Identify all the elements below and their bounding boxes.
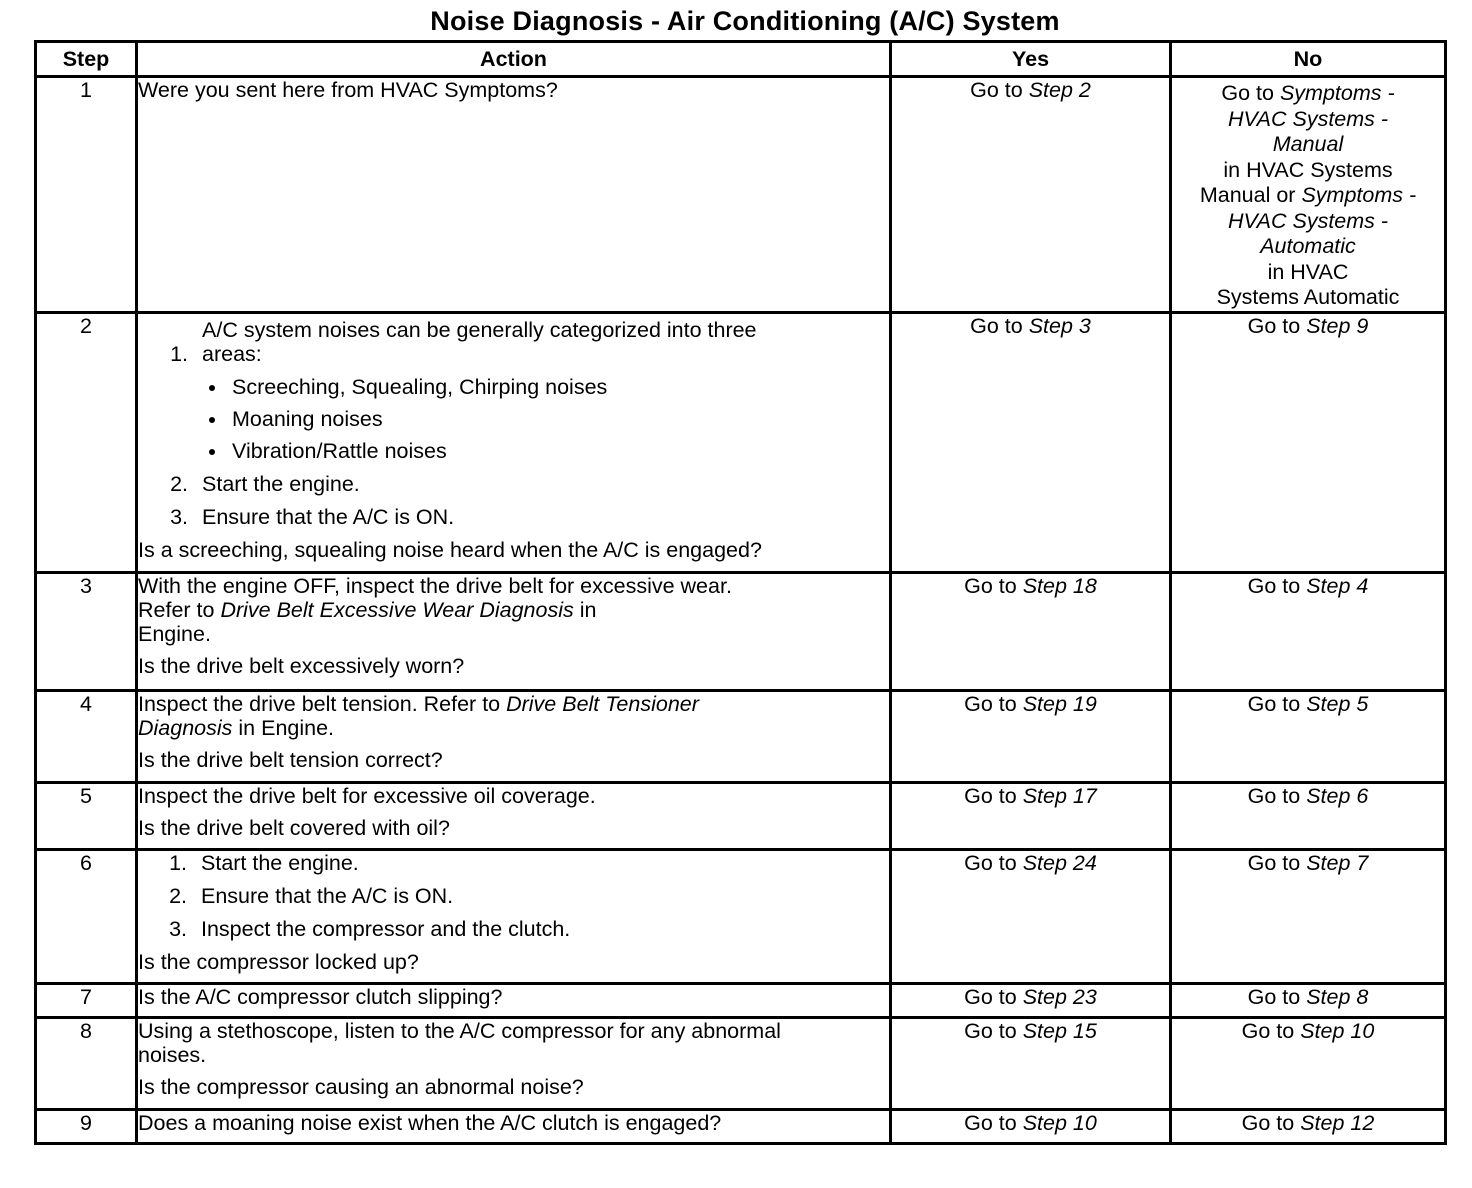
yes-step-link[interactable]: Step 10 (1022, 1110, 1097, 1135)
yes-prefix: Go to (964, 573, 1023, 598)
action-question: Does a moaning noise exist when the A/C clutch is engaged? (138, 1110, 722, 1135)
step-number: 6 (36, 849, 137, 983)
action-question: Is the drive belt excessively worn? (138, 653, 465, 678)
action-question: Is the compressor causing an abnormal noise? (138, 1074, 584, 1099)
no-reference-text: Systems Automatic (1216, 285, 1400, 309)
yes-prefix: Go to (964, 1018, 1023, 1043)
header-step: Step (36, 42, 137, 77)
no-cell (1171, 572, 1446, 690)
bullet-list (202, 375, 889, 463)
yes-cell (891, 690, 1171, 782)
step-number: 3 (36, 572, 137, 690)
yes-step-link[interactable]: Step 18 (1022, 573, 1097, 598)
page-title: Noise Diagnosis - Air Conditioning (A/C) System (430, 6, 1060, 36)
action-question: Is a screeching, squealing noise heard when the A/C is engaged? (138, 537, 762, 562)
no-prefix: Go to (1247, 984, 1307, 1009)
yes-prefix: Go to (964, 1110, 1023, 1135)
yes-cell (891, 312, 1171, 572)
no-reference-line (1172, 81, 1444, 107)
action-text: Using a stethoscope, listen to the A/C compressor for any abnormal noises. (138, 1018, 781, 1067)
no-reference-link[interactable]: Automatic (1260, 234, 1356, 258)
yes-step-link[interactable]: Step 15 (1022, 1018, 1097, 1043)
no-reference-line (1172, 285, 1444, 311)
action-step-item: 2. Ensure that the A/C is ON. (193, 884, 889, 908)
action-cell (137, 849, 891, 983)
no-cell (1171, 849, 1446, 983)
yes-step-link[interactable]: Step 17 (1022, 783, 1097, 808)
action-cell (137, 1017, 891, 1109)
table-row-step-3 (36, 572, 1446, 690)
no-step-link[interactable]: Step 10 (1300, 1018, 1375, 1043)
yes-cell (891, 1017, 1171, 1109)
no-prefix: Go to (1241, 1110, 1301, 1135)
action-step-item: 2. Start the engine. (194, 472, 889, 496)
no-reference-line (1172, 183, 1444, 209)
yes-prefix: Go to (964, 783, 1023, 808)
no-reference-link[interactable]: HVAC Systems - (1227, 106, 1389, 131)
action-question: Is the A/C compressor clutch slipping? (138, 984, 503, 1009)
action-cell (137, 572, 891, 690)
step-number: 1 (36, 77, 137, 313)
no-step-link[interactable]: Step 5 (1306, 691, 1369, 716)
yes-cell (891, 77, 1171, 313)
no-prefix: Go to (1241, 1018, 1301, 1043)
yes-step-link[interactable]: Step 2 (1028, 78, 1091, 102)
action-step-item: 1. Start the engine. (193, 851, 889, 875)
no-reference-line (1172, 260, 1444, 286)
no-reference-text: in HVAC (1267, 259, 1349, 284)
yes-prefix: Go to (964, 850, 1023, 875)
yes-prefix: Go to (970, 313, 1029, 338)
action-text-part: in (573, 597, 597, 622)
yes-step-link[interactable]: Step 24 (1022, 850, 1097, 875)
step-number: 7 (36, 983, 137, 1017)
action-cell (137, 690, 891, 782)
action-steps-list (138, 851, 889, 941)
action-cell (137, 983, 891, 1017)
diagnosis-table (34, 40, 1447, 1145)
action-text-part: in Engine. (232, 715, 335, 740)
yes-step-link[interactable]: Step 3 (1028, 313, 1091, 338)
no-reference-link[interactable]: Symptoms - (1301, 183, 1417, 207)
no-cell (1171, 1109, 1446, 1143)
action-question: Is the drive belt covered with oil? (138, 815, 450, 840)
header-no: No (1171, 42, 1446, 77)
no-prefix: Go to (1247, 313, 1307, 338)
action-question: Were you sent here from HVAC Symptoms? (138, 78, 558, 102)
action-text: With the engine OFF, inspect the drive belt for excessive wear. (138, 573, 732, 598)
table-row-step-7 (36, 983, 1446, 1017)
action-text: Engine. (138, 621, 211, 646)
no-reference-link[interactable]: Manual (1272, 132, 1344, 156)
yes-prefix: Go to (964, 984, 1023, 1009)
action-cell (137, 782, 891, 849)
yes-cell (891, 782, 1171, 849)
step-number: 9 (36, 1109, 137, 1143)
yes-cell (891, 983, 1171, 1017)
table-row-step-8 (36, 1017, 1446, 1109)
action-question: Is the compressor locked up? (138, 949, 419, 974)
no-cell (1171, 312, 1446, 572)
action-text-part: Inspect the drive belt tension. Refer to (138, 691, 507, 716)
step-number: 8 (36, 1017, 137, 1109)
action-text-part: Refer to (138, 597, 221, 622)
no-reference-line (1172, 132, 1444, 158)
table-row-step-2 (36, 312, 1446, 572)
no-step-link[interactable]: Step 4 (1306, 573, 1369, 598)
table-row-step-6 (36, 849, 1446, 983)
procedure-reference-link[interactable]: Drive Belt Excessive Wear Diagnosis (220, 597, 574, 622)
procedure-reference-link[interactable]: Drive Belt Tensioner (506, 691, 699, 716)
no-reference-link[interactable]: Symptoms - (1279, 81, 1395, 105)
action-question: Is the drive belt tension correct? (138, 747, 443, 772)
action-step-item: 3. Ensure that the A/C is ON. (194, 505, 889, 529)
header-action: Action (137, 42, 891, 77)
yes-cell (891, 1109, 1171, 1143)
no-reference-line (1172, 234, 1444, 260)
yes-step-link[interactable]: Step 23 (1022, 984, 1097, 1009)
no-step-link[interactable]: Step 8 (1306, 984, 1369, 1009)
no-reference-line (1172, 107, 1444, 133)
action-steps-list (138, 318, 889, 529)
yes-prefix: Go to (970, 78, 1029, 102)
action-text (138, 692, 889, 716)
no-step-link[interactable]: Step 6 (1306, 783, 1369, 808)
action-step-text: A/C system noises can be generally categorized into three areas: (202, 317, 757, 366)
no-cell (1171, 1017, 1446, 1109)
no-reference-link[interactable]: HVAC Systems - (1227, 208, 1389, 233)
no-prefix: Go to (1247, 783, 1307, 808)
bullet-item: • Screeching, Squealing, Chirping noises (228, 375, 889, 399)
action-step-item: 3. Inspect the compressor and the clutch. (193, 917, 889, 941)
action-cell (137, 77, 891, 313)
yes-prefix: Go to (964, 691, 1023, 716)
action-text: Inspect the drive belt for excessive oil coverage. (138, 783, 596, 808)
action-text (138, 598, 889, 622)
yes-cell (891, 849, 1171, 983)
no-prefix: Go to (1247, 573, 1307, 598)
bullet-item: • Moaning noises (228, 407, 889, 431)
no-step-link[interactable]: Step 9 (1306, 313, 1369, 338)
yes-step-link[interactable]: Step 19 (1022, 691, 1097, 716)
procedure-reference-link[interactable]: Diagnosis (138, 715, 233, 740)
table-row-step-9 (36, 1109, 1446, 1143)
step-number: 4 (36, 690, 137, 782)
no-cell (1171, 77, 1446, 313)
bullet-item: • Vibration/Rattle noises (228, 439, 889, 463)
table-row-step-1 (36, 77, 1446, 313)
no-reference-text: in HVAC Systems (1223, 157, 1393, 182)
no-reference-line (1172, 158, 1444, 184)
no-reference-text: Go to (1221, 81, 1280, 105)
no-step-link[interactable]: Step 12 (1300, 1110, 1375, 1135)
no-cell (1171, 782, 1446, 849)
no-prefix: Go to (1247, 850, 1307, 875)
step-number: 5 (36, 782, 137, 849)
no-reference-lines (1172, 81, 1444, 311)
table-header-row (36, 42, 1446, 77)
no-cell (1171, 983, 1446, 1017)
no-reference-text: Manual or (1199, 183, 1302, 207)
yes-cell (891, 572, 1171, 690)
table-row-step-4 (36, 690, 1446, 782)
action-step-item (194, 318, 889, 463)
no-reference-line (1172, 209, 1444, 235)
step-number: 2 (36, 312, 137, 572)
action-text (138, 716, 889, 740)
header-yes: Yes (891, 42, 1171, 77)
action-cell (137, 312, 891, 572)
no-cell (1171, 690, 1446, 782)
action-cell (137, 1109, 891, 1143)
no-prefix: Go to (1247, 691, 1307, 716)
table-row-step-5 (36, 782, 1446, 849)
no-step-link[interactable]: Step 7 (1306, 850, 1369, 875)
